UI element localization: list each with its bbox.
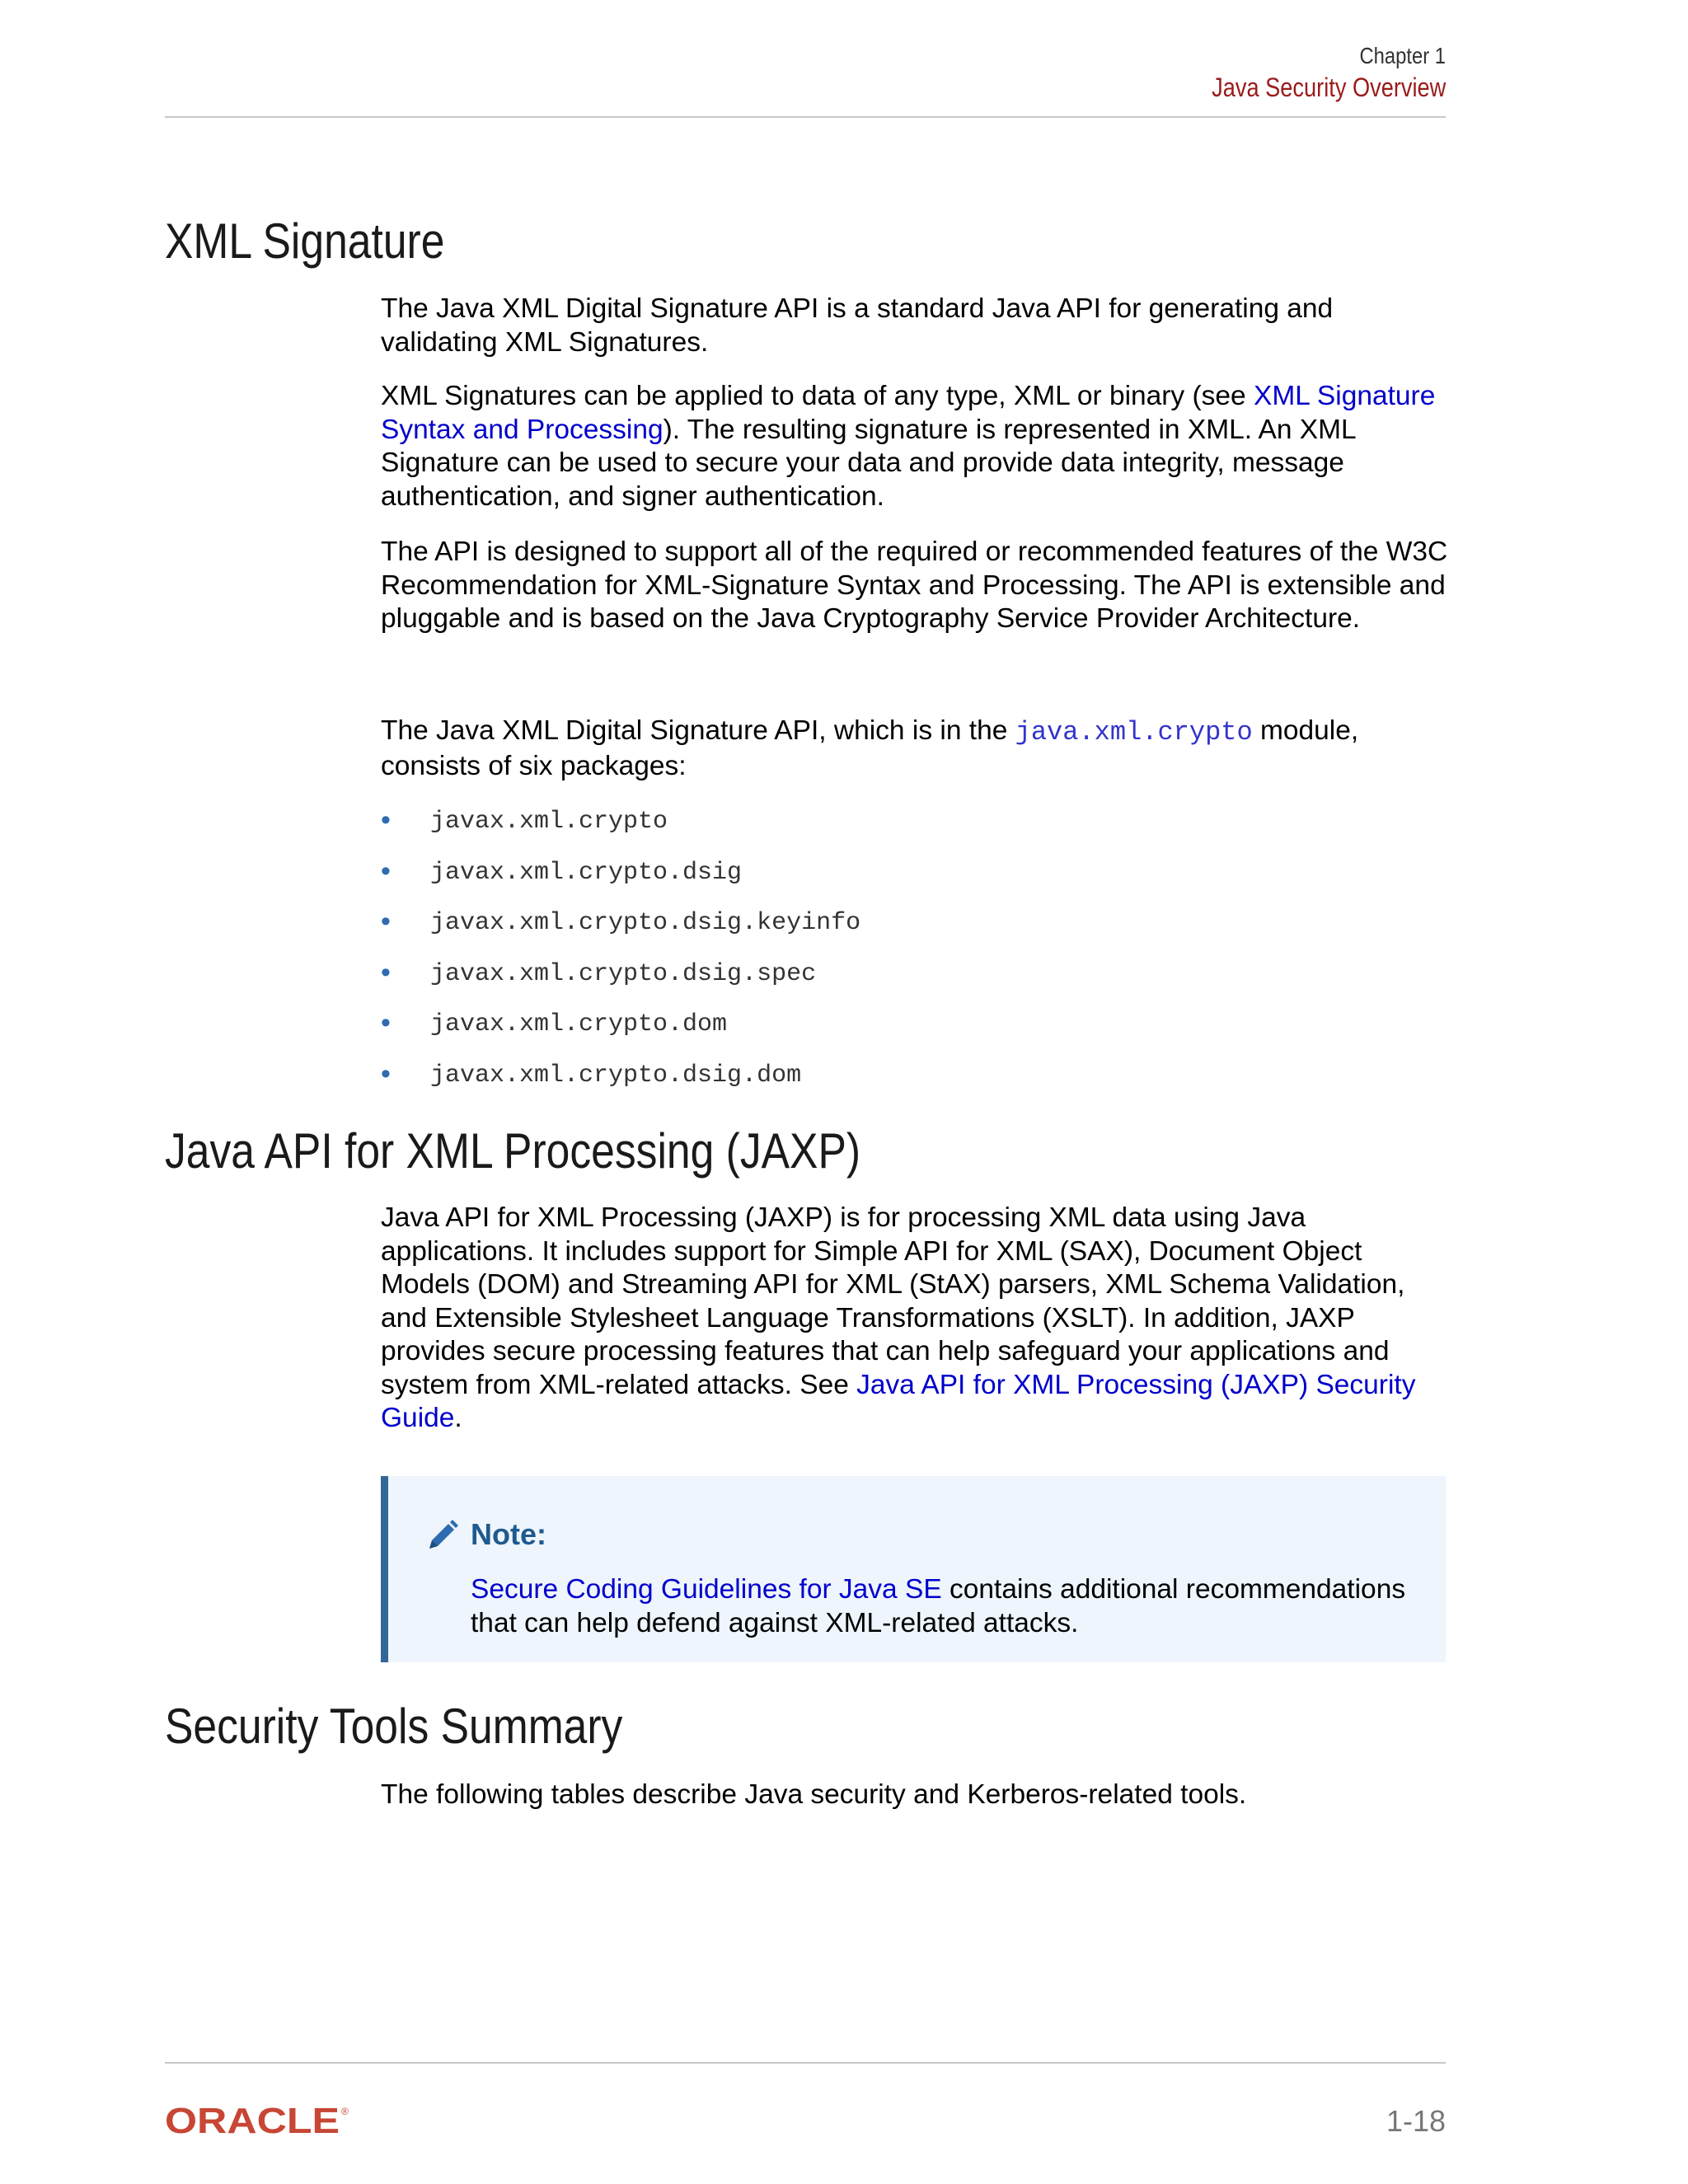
oracle-logo: [165, 2102, 363, 2143]
note-heading: Note:: [471, 1517, 546, 1551]
paragraph: XML Signatures can be applied to data of any type, XML or binary (see XML Signature Syntax and Processing). The resulting signature is represented in XML. An XML Signature can be used to secure your data and provide data integrity, message authentication, and signer authentication.: [381, 381, 1436, 512]
bullet-icon: •: [381, 1007, 391, 1038]
paragraph: The API is designed to support all of the required or recommended features of the W3C Recommendation for XML-Signature Syntax and Processing. The API is extensible and pluggable and is based on the Java Cryptography Service Provider Architecture.: [381, 537, 1448, 634]
chapter-label: Chapter 1: [1359, 43, 1446, 68]
bullet-icon: •: [381, 804, 391, 836]
note-box: [381, 1476, 1446, 1662]
footer-divider: [165, 2062, 1446, 2064]
paragraph: The Java XML Digital Signature API is a standard Java API for generating and validating XML Signatures.: [381, 293, 1334, 358]
bullet-icon: •: [381, 855, 391, 887]
paragraph: The Java XML Digital Signature API, which is in the java.xml.crypto module, consists of six packages:: [381, 715, 1359, 781]
header-divider: [165, 116, 1446, 118]
section-heading-xml-signature: XML Signature: [165, 213, 445, 269]
section-heading-security-tools: Security Tools Summary: [165, 1699, 623, 1754]
module-name-code[interactable]: java.xml.crypto: [1015, 717, 1253, 748]
bullet-icon: •: [381, 1057, 391, 1090]
section-heading-jaxp: Java API for XML Processing (JAXP): [165, 1123, 861, 1179]
jaxp-security-guide-link[interactable]: Java API for XML Processing (JAXP) Security Guide: [381, 1369, 1416, 1433]
bullet-icon: •: [381, 906, 391, 937]
chapter-title: Java Security Overview: [1211, 73, 1446, 102]
svg-text:®: ®: [341, 2106, 349, 2117]
pencil-icon: [423, 1516, 462, 1555]
svg-text:ORACLE: ORACLE: [165, 2102, 340, 2141]
paragraph: The following tables describe Java security and Kerberos-related tools.: [381, 1779, 1247, 1810]
page-number: 1-18: [1386, 2104, 1446, 2138]
paragraph: Java API for XML Processing (JAXP) is for processing XML data using Java applications. It includes support for Simple API for XML (SAX), Document Object Models (DOM) and Streaming API for XML (StAX) parsers, XML Schema Validation, and Extensible Stylesheet Language Transformations (XSLT). In addition, JAXP provides secure processing features that can help safeguard your applications and system from XML-related attacks. See Java API for XML Processing (JAXP) Security Guide.: [381, 1202, 1416, 1433]
xml-signature-syntax-link[interactable]: XML Signature Syntax and Processing: [381, 381, 1436, 445]
secure-coding-guidelines-link[interactable]: Secure Coding Guidelines for Java SE: [471, 1574, 942, 1605]
note-text: Secure Coding Guidelines for Java SE contains additional recommendations that can help defend against XML-related attacks.: [471, 1574, 1406, 1638]
bullet-icon: •: [381, 956, 391, 988]
